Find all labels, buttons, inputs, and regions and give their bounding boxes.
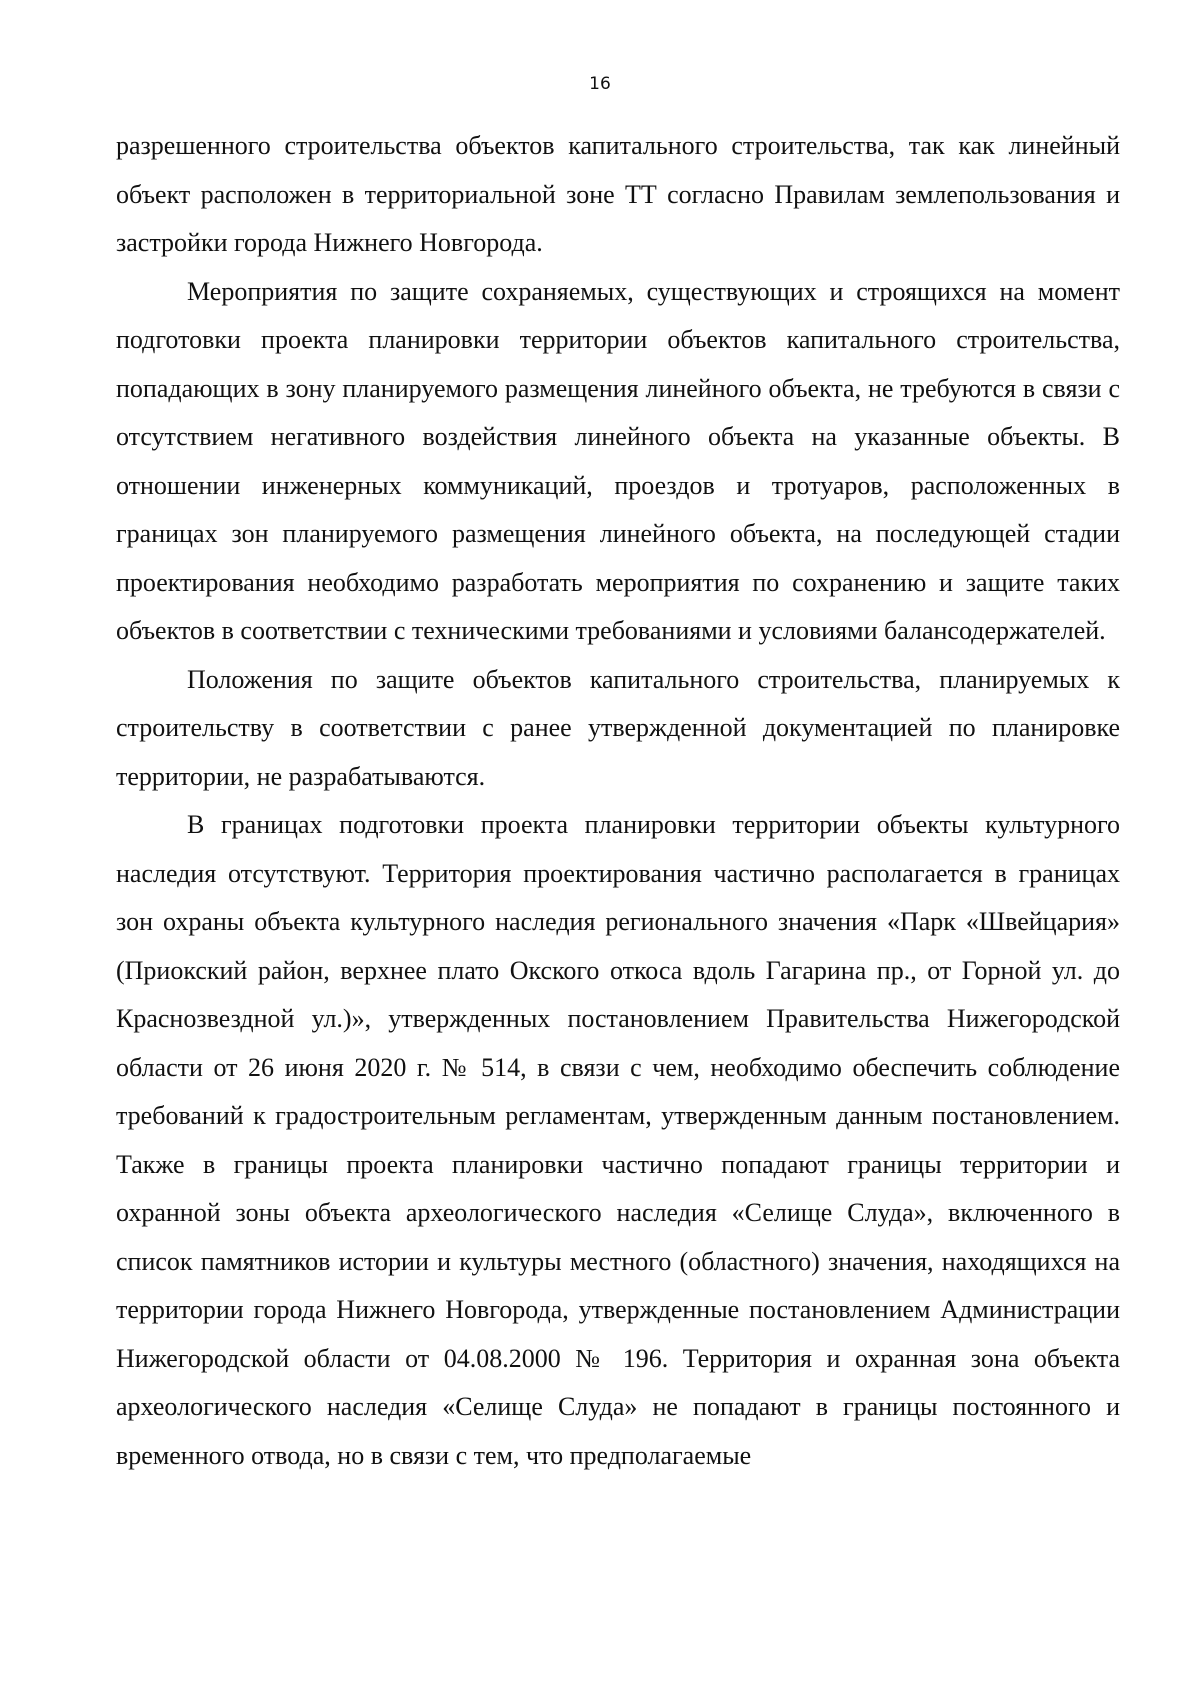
paragraph-continuation: разрешенного строительства объектов капитального строительства, так как линейный объект расположен в территориальной зоне ТТ согласно Правилам землепользования и застройки города Нижнего Новгорода. — [116, 131, 1120, 257]
paragraph-protection-measures: Мероприятия по защите сохраняемых, существующих и строящихся на момент подготовки проекта планировки территории объектов капитального строительства, попадающих в зону планируемого размещения линейного объекта, не требуются в связи с отсутствием негативного воздействия линейного объекта на указанные объекты. В отношении инженерных коммуникаций, проездов и тротуаров, расположенных в границах зон планируемого размещения линейного объекта, на последующей стадии проектирования необходимо разработать мероприятия по сохранению и защите таких объектов в соответствии с техническими требованиями и условиями балансодержателей. — [116, 276, 1120, 645]
paragraph-cultural-heritage: В границах подготовки проекта планировки территории объекты культурного наследия отсутствуют. Территория проектирования частично располагается в границах зон охраны объекта культурного наследия регионального значения «Парк «Швейцария» (Приокский район, верхнее плато Окского откоса вдоль Гагарина пр., от Горной ул. до Краснозвездной ул.)», утвержденных постановлением Правительства Нижегородской области от 26 июня 2020 г. № 514, в связи с чем, необходимо обеспечить соблюдение требований к градостроительным регламентам, утвержденным данным постановлением. Также в границы проекта планировки частично попадают границы территории и охранной зоны объекта археологического наследия «Селище Слуда», включенного в список памятников истории и культуры местного (областного) значения, находящихся на территории города Нижнего Новгорода, утвержденные постановлением Администрации Нижегородской области от 04.08.2000 № 196. Территория и охранная зона объекта археологического наследия «Селище Слуда» не попадают в границы постоянного и временного отвода, но в связи с тем, что предполагаемые — [116, 810, 1120, 1470]
page-number: 16 — [589, 74, 611, 94]
paragraph-planned-objects: Положения по защите объектов капитального строительства, планируемых к строительству в соответствии с ранее утвержденной документацией по планировке территории, не разрабатываются. — [116, 664, 1120, 791]
document-body — [116, 122, 1120, 1480]
